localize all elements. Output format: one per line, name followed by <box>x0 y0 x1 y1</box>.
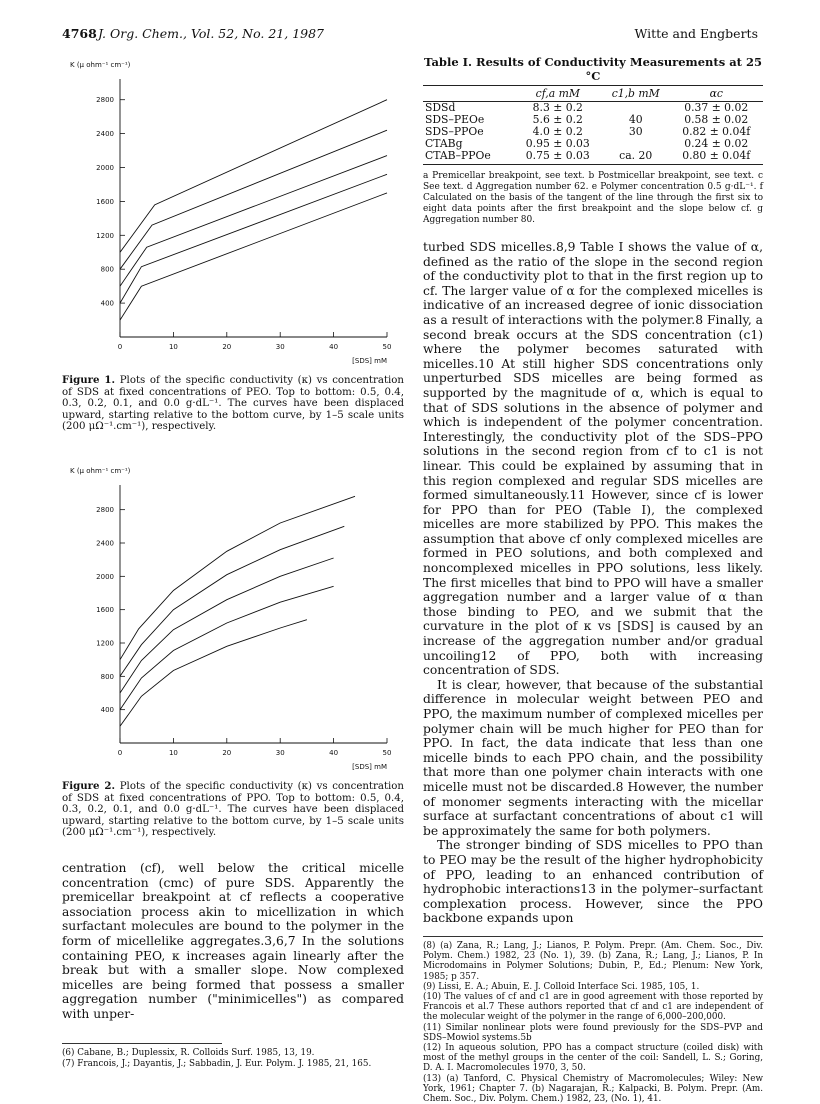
figure-2-chart <box>62 461 404 779</box>
table-cell: SDSd <box>425 101 456 114</box>
footnote: (6) Cabane, B.; Duplessix, R. Colloids Surf. 1985, 13, 19. <box>62 1048 315 1059</box>
series-line <box>120 558 334 693</box>
running-authors: Witte and Engberts <box>634 26 758 41</box>
footnote: (7) Francois, J.; Dayantis, J.; Sabbadin, J. Eur. Polym. J. 1985, 21, 165. <box>62 1058 372 1069</box>
footnote: (10) The values of cf and c1 are in good agreement with those reported by Francois et al.7 These authors reported that cf and c1 are independent of the molecular weight of the polymer in the range of 6,000–200,000. <box>423 991 763 1023</box>
series-line <box>120 496 355 659</box>
x-tick-label: 40 <box>329 343 339 351</box>
footnote: (13) (a) Tanford, C. Physical Chemistry of Macromolecules; Wiley: New York, 1961; Chapter 7. (b) Nagarajan, R.; Kalpacki, B. Polym. Prepr. (Am. Chem. Soc., Div. Polym. Chem.) 1982, 23, (No. 1), 41. <box>423 1073 763 1104</box>
table-header-row <box>423 86 763 102</box>
footnote-rule <box>62 1043 222 1044</box>
y-tick-label: 400 <box>100 706 114 715</box>
footnote: (11) Similar nonlinear plots were found previously for the SDS–PVP and SDS–Mowiol systems.5b <box>423 1022 763 1043</box>
conductivity-table <box>423 85 763 165</box>
y-tick-label: 2400 <box>96 130 114 139</box>
figure-2-caption <box>62 781 404 839</box>
y-tick-label: 2000 <box>96 572 114 581</box>
table-cell: ca. 20 <box>602 150 670 165</box>
x-tick-label: 30 <box>275 343 285 351</box>
figure-1-caption <box>62 375 404 433</box>
x-tick-label: 20 <box>222 343 232 351</box>
table-cell: 0.82 ± 0.04f <box>682 125 751 138</box>
y-axis-label: K (μ ohm⁻¹ cm⁻¹) <box>70 61 131 69</box>
table-header-cell: c1,b mM <box>602 86 670 102</box>
y-tick-label: 2400 <box>96 539 114 548</box>
series-line <box>120 130 387 269</box>
y-tick-label: 2000 <box>96 164 114 173</box>
y-tick-label: 400 <box>100 299 114 308</box>
table-cell: SDS–PEOe <box>425 113 485 126</box>
figure-1-chart <box>62 55 404 373</box>
figure-2-label: Figure 2. <box>62 779 116 792</box>
right-column <box>423 55 763 1104</box>
table-cell: 0.95 ± 0.03 <box>525 137 590 150</box>
y-tick-label: 1600 <box>96 606 114 615</box>
page-number: 4768 <box>62 26 97 41</box>
journal-citation: J. Org. Chem., Vol. 52, No. 21, 1987 <box>98 26 325 41</box>
left-column <box>62 55 404 1069</box>
footnote: (8) (a) Zana, R.; Lang, J.; Lianos, P. Polym. Prepr. (Am. Chem. Soc., Div. Polym. Chem.) 1982, 23 (No. 1), 39. (b) Zana, R.; Lang, J.; Lianos, P. In Microdomains in Polymer Solutions; Dubin, P., Ed.; Plenum: New York, 1985; p 357. <box>423 940 763 982</box>
right-body-text <box>423 240 763 926</box>
x-tick-label: 50 <box>382 748 392 757</box>
table-cell: 0.37 ± 0.02 <box>684 101 749 114</box>
y-tick-label: 1200 <box>96 639 114 648</box>
table-cell: 30 <box>628 125 643 138</box>
table-cell: 0.80 ± 0.04f <box>669 150 763 165</box>
figure-1-label: Figure 1. <box>62 374 116 386</box>
series-line <box>120 193 387 320</box>
table-cell: 4.0 ± 0.2 <box>532 125 583 138</box>
x-axis-label: [SDS] mM <box>352 762 387 771</box>
table-cell: CTABg <box>425 137 463 150</box>
figure-2-caption-text: Plots of the specific conductivity (κ) vs concentration of SDS at fixed concentrations of PPO. Top to bottom: 0.5, 0.4, 0.3, 0.2, 0.1, and 0.0 g·dL⁻¹. The curves have been displaced upward, starting relative to the bottom curve, by 1–5 scale units (200 μΩ⁻¹.cm⁻¹), respectively. <box>62 780 404 839</box>
table-header-cell: αc <box>669 86 763 102</box>
x-tick-label: 20 <box>222 748 232 757</box>
y-tick-label: 800 <box>100 265 114 274</box>
x-tick-label: 10 <box>168 748 178 757</box>
x-tick-label: 50 <box>382 343 392 351</box>
left-paragraph: centration (cf), well below the critical micelle concentration (cmc) of pure SDS. Apparently the premicellar breakpoint at cf reflects a cooperative association process akin to micellization in which surfactant molecules are bound to the polymer in the form of micellelike aggregates.3,6,7 In the solutions containing PEO, κ increases again linearly after the break but with a smaller slope. Now complexed micelles are being formed that possess a smaller aggregation number ("minimicelles") as compared with unper- <box>62 860 404 1021</box>
series-line <box>120 174 387 303</box>
table-header-cell <box>423 86 514 102</box>
page-header <box>62 26 758 44</box>
table-footnotes: a Premicellar breakpoint, see text. b Postmicellar breakpoint, see text. c See text. d Aggregation number 62. e Polymer concentration 0.5 g·dL⁻¹. f Calculated on the basis of the tangent of the line through the first six to eight data points after the first breakpoint and the slope below cf. g Aggregation number 80. <box>423 171 763 225</box>
left-footnotes <box>62 1048 404 1068</box>
y-axis-label: K (μ ohm⁻¹ cm⁻¹) <box>70 466 131 475</box>
table-cell: 0.58 ± 0.02 <box>684 113 749 126</box>
table-title: Table I. Results of Conductivity Measurements at 25 °C <box>424 55 762 83</box>
body-paragraph: It is clear, however, that because of the substantial difference in molecular weight between PEO and PPO, the maximum number of complexed micelles per polymer chain will be much higher for PEO than for PPO. In fact, the data indicate that less than one micelle binds to each PPO chain, and the possibility that more than one polymer chain interacts with one micelle must not be discarded.8 However, the number of monomer segments interacting with the micellar surface at surfactant concentrations of about c1 will be approximately the same for both polymers. <box>423 677 763 838</box>
left-body-text <box>62 861 404 1022</box>
x-axis-label: [SDS] mM <box>352 357 387 365</box>
x-tick-label: 40 <box>329 748 339 757</box>
y-tick-label: 1600 <box>96 197 114 206</box>
table-cell: 0.75 ± 0.03 <box>514 150 602 165</box>
series-line <box>120 156 387 287</box>
x-tick-label: 0 <box>117 748 123 757</box>
table-header-cell: cf,a mM <box>514 86 602 102</box>
footnote-rule <box>423 936 763 937</box>
table-cell: 40 <box>628 113 643 126</box>
x-tick-label: 10 <box>168 343 178 351</box>
figure-1-caption-text: Plots of the specific conductivity (κ) vs concentration of SDS at fixed concentrations of PEO. Top to bottom: 0.5, 0.4, 0.3, 0.2, 0.1, and 0.0 g·dL⁻¹. The curves have been displaced upward, starting relative to the bottom curve, by 1–5 scale units (200 μΩ⁻¹.cm⁻¹), respectively. <box>62 375 404 433</box>
x-tick-label: 30 <box>275 748 285 757</box>
table-cell: 8.3 ± 0.2 <box>532 101 583 114</box>
series-line <box>120 100 387 253</box>
table-cell: CTAB–PPOe <box>423 150 514 165</box>
table-cell: 5.6 ± 0.2 <box>532 113 583 126</box>
y-tick-label: 2800 <box>96 96 114 105</box>
y-tick-label: 800 <box>100 672 114 681</box>
y-tick-label: 2800 <box>96 506 114 515</box>
series-line <box>120 620 307 727</box>
table-cell: SDS–PPOe <box>425 125 484 138</box>
right-footnotes <box>423 941 763 1104</box>
x-tick-label: 0 <box>117 343 123 351</box>
body-paragraph: turbed SDS micelles.8,9 Table I shows the value of α, defined as the ratio of the slope in the second region of the conductivity plot to that in the first region up to cf. The larger value of α for the complexed micelles is indicative of an increased degree of ionic dissociation as a result of interactions with the polymer.8 Finally, a second break occurs at the SDS concentration (c1) where the polymer becomes saturated with micelles.10 At still higher SDS concentrations only unperturbed SDS micelles are being formed as supported by the magnitude of α, which is equal to that of SDS solutions in the absence of polymer and which is independent of the polymer concentration. Interestingly, the conductivity plot of the SDS–PPO solutions in the second region from cf to c1 is not linear. This could be explained by assuming that in this region complexed and regular SDS micelles are formed simultaneously.11 However, since cf is lower for PPO than for PEO (Table I), the complexed micelles are more stabilized by PPO. This makes the assumption that above cf only complexed micelles are formed in PEO solutions, and both complexed and noncomplexed micelles in PPO solutions, less likely. The first micelles that bind to PPO will have a smaller aggregation number and a larger value of α than those binding to PEO, and we submit that the curvature in the plot of κ vs [SDS] is caused by an increase of the aggregation number and/or gradual uncoiling12 of PPO, both with increasing concentration of SDS. <box>423 240 763 678</box>
footnote: (12) In aqueous solution, PPO has a compact structure (coiled disk) with most of the methyl groups in the center of the coil: Sandell, L. S.; Goring, D. A. I. Macromolecules 1970, 3, 50. <box>423 1042 763 1074</box>
table-row <box>423 150 763 165</box>
body-paragraph: The stronger binding of SDS micelles to PPO than to PEO may be the result of the higher hydrophobicity of PPO, leading to an enhanced contribution of hydrophobic interactions13 in the polymer–surfactant complexation process. However, since the PPO backbone expands upon <box>423 838 763 926</box>
series-line <box>120 586 334 709</box>
y-tick-label: 1200 <box>96 231 114 240</box>
table-cell: 0.24 ± 0.02 <box>684 137 749 150</box>
footnote: (9) Lissi, E. A.; Abuin, E. J. Colloid Interface Sci. 1985, 105, 1. <box>423 981 700 992</box>
